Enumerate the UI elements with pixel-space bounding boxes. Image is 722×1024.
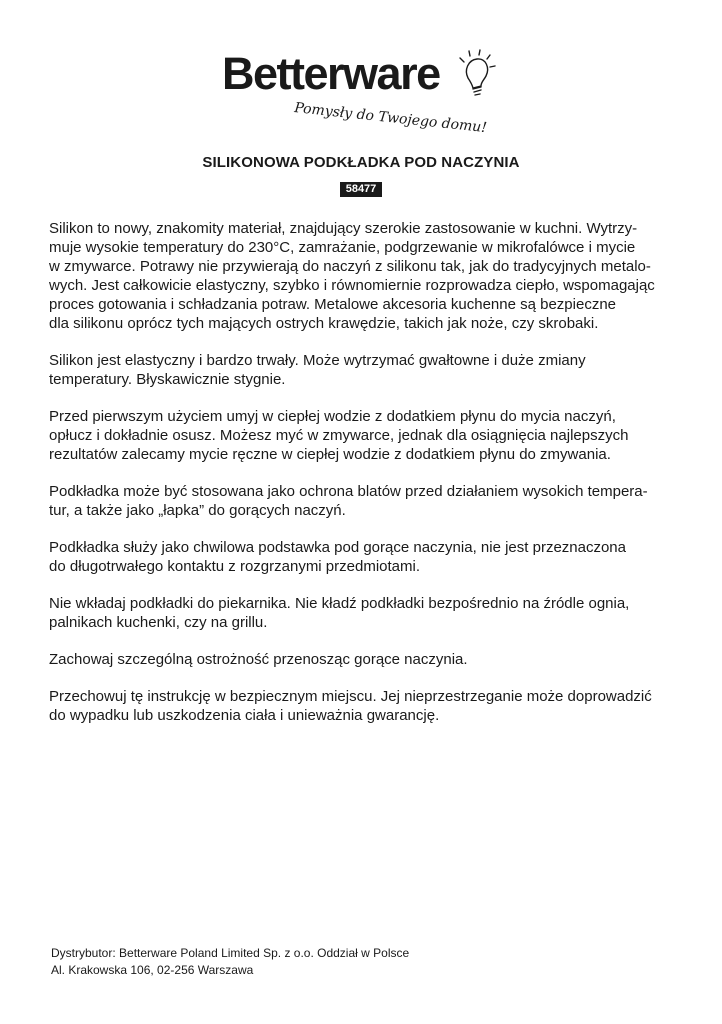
paragraph-line: opłucz i dokładnie osusz. Możesz myć w zmywarce, jednak dla osiągnięcia najlepszych xyxy=(49,427,629,444)
paragraph-line: Podkładka może być stosowana jako ochrona blatów przed działaniem wysokich tempera- xyxy=(49,483,648,500)
paragraph-line: Nie wkładaj podkładki do piekarnika. Nie kładź podkładki bezpośrednio na źródle ognia, xyxy=(49,595,630,612)
paragraph-line: muje wysokie temperatury do 230°C, zamrażanie, podgrzewanie w mikrofalówce i mycie xyxy=(49,239,636,256)
paragraph-line: temperatury. Błyskawicznie stygnie. xyxy=(49,371,286,388)
paragraph-line: Silikon to nowy, znakomity materiał, znajdujący szerokie zastosowanie w kuchni. Wytrzy- xyxy=(49,220,638,237)
footer-line: Dystrybutor: Betterware Poland Limited Sp. z o.o. Oddział w Polsce xyxy=(51,946,410,960)
paragraph-line: proces gotowania i schładzania potraw. Metalowe akcesoria kuchenne są bezpieczne xyxy=(49,296,617,313)
paragraph xyxy=(49,219,674,333)
paragraph-line: tur, a także jako „łapka” do gorących naczyń. xyxy=(49,502,346,519)
paragraph xyxy=(49,407,674,464)
paragraph-line: w zmywarce. Potrawy nie przywierają do naczyń z silikonu tak, jak do tradycyjnych metalo- xyxy=(49,258,651,275)
paragraph-line: wych. Jest całkowicie elastyczny, szybko i równomiernie rozprowadza ciepło, wspomagając xyxy=(49,277,655,294)
lightbulb-icon xyxy=(222,48,502,137)
paragraph-line: Silikon jest elastyczny i bardzo trwały. Może wytrzymać gwałtowne i duże zmiany xyxy=(49,352,586,369)
paragraph-line: Przed pierwszym użyciem umyj w ciepłej wodzie z dodatkiem płynu do mycia naczyń, xyxy=(49,408,616,425)
paragraph-line: palnikach kuchenki, czy na grillu. xyxy=(49,614,268,631)
paragraph-line: dla silikonu oprócz tych mających ostrych krawędzie, takich jak noże, czy skrobaki. xyxy=(49,315,599,332)
paragraph-line: rezultatów zalecamy mycie ręczne w ciepłej wodzie z dodatkiem płynu do zmywania. xyxy=(49,446,611,463)
paragraph-line: Przechowuj tę instrukcję w bezpiecznym miejscu. Jej nieprzestrzeganie może doprowadzić xyxy=(49,688,652,705)
instructions-body xyxy=(49,219,674,743)
paragraph-line: Podkładka służy jako chwilowa podstawka pod gorące naczynia, nie jest przeznaczona xyxy=(49,539,626,556)
paragraph xyxy=(49,594,674,632)
paragraph xyxy=(49,351,674,389)
paragraph-line: Zachowaj szczególną ostrożność przenosząc gorące naczynia. xyxy=(49,651,468,668)
document-title: SILIKONOWA PODKŁADKA POD NACZYNIA xyxy=(202,154,520,171)
paragraph xyxy=(49,650,674,669)
paragraph-line: do długotrwałego kontaktu z rozgrzanymi przedmiotami. xyxy=(49,558,421,575)
footer-line: Al. Krakowska 106, 02-256 Warszawa xyxy=(51,963,254,977)
logo-wordmark: Betterware xyxy=(222,48,440,99)
paragraph xyxy=(49,482,674,520)
product-code-badge: 58477 xyxy=(340,182,383,197)
distributor-footer xyxy=(51,945,409,979)
brand-logo xyxy=(222,48,502,137)
paragraph xyxy=(49,538,674,576)
paragraph-line: do wypadku lub uszkodzenia ciała i unieważnia gwarancję. xyxy=(49,707,440,724)
logo-tagline: Pomysły do Twojego domu! xyxy=(293,100,488,137)
paragraph xyxy=(49,687,674,725)
